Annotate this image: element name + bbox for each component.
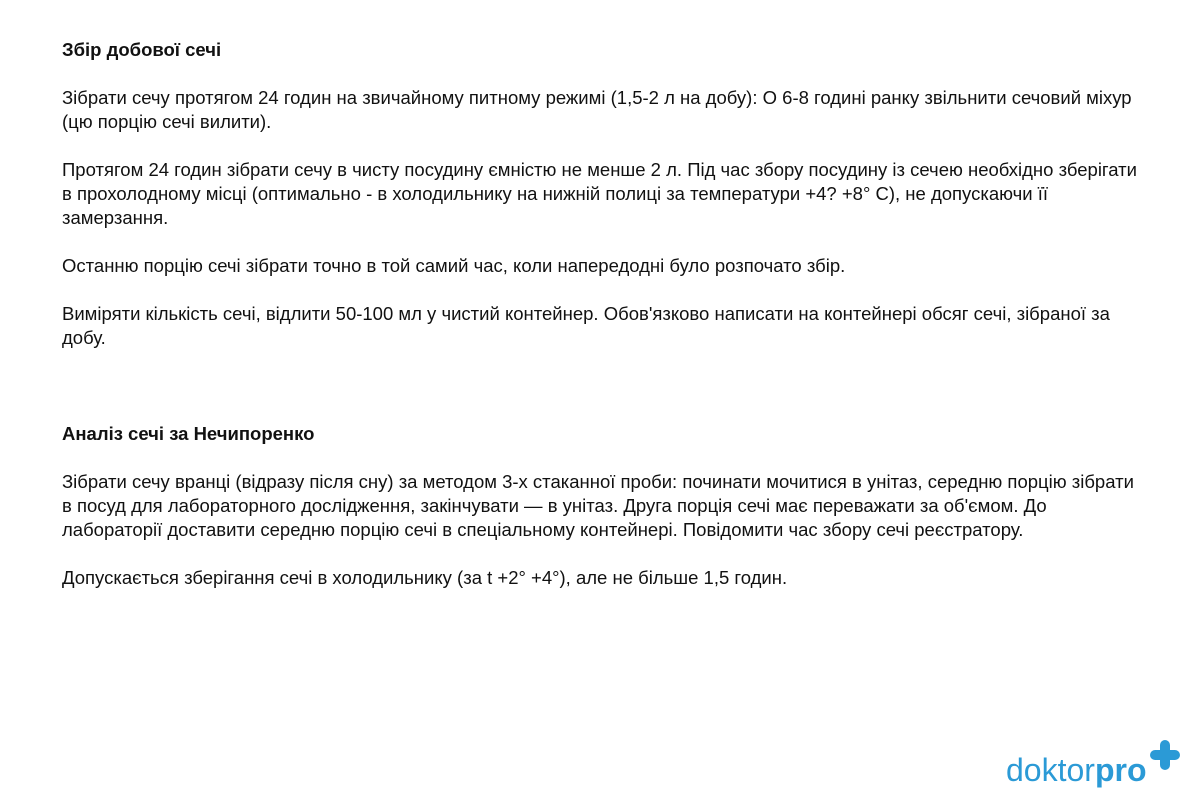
logo-wordmark [1006,752,1146,788]
paragraph: Зібрати сечу вранці (відразу після сну) за методом 3-х стаканної проби: починати мочитися в унітаз, середню порцію зібрати в посуд для лабораторного дослідження, закінчувати — в унітаз. Друга порція сечі має переважати за об'ємом. До лабораторії доставити середню порцію сечі в спеціальному контейнері. Повідомити час збору сечі реєстратору. [62,471,1134,540]
paragraph: Виміряти кількість сечі, відлити 50-100 мл у чистий контейнер. Обов'язково написати на контейнері обсяг сечі, зібраної за добу. [62,303,1110,348]
plus-icon [1150,740,1180,770]
logo-part-doktor: doktor [1006,752,1095,788]
section-nechiporenko [62,422,1142,590]
document-body [62,38,1142,614]
doktorpro-logo [1006,738,1184,790]
paragraph: Протягом 24 годин зібрати сечу в чисту посудину ємністю не менше 2 л. Під час збору посудину із сечею необхідно зберігати в прохолодному місці (оптимально - в холодильнику на нижній полиці за температури +4? +8° С), не допускаючи її замерзання. [62,159,1137,228]
logo-part-pro: pro [1094,752,1147,788]
paragraph: Останню порцію сечі зібрати точно в той самий час, коли напередодні було розпочато збір. [62,255,846,276]
section-title: Збір добової сечі [62,39,222,60]
paragraph: Зібрати сечу протягом 24 годин на звичайному питному режимі (1,5-2 л на добу): О 6-8 годині ранку звільнити сечовий міхур (цю порцію сечі вилити). [62,87,1132,132]
section-gap [62,374,1142,422]
section-title: Аналіз сечі за Нечипоренко [62,423,315,444]
paragraph: Допускається зберігання сечі в холодильнику (за t +2° +4°), але не більше 1,5 годин. [62,567,788,588]
section-daily-urine [62,38,1142,350]
